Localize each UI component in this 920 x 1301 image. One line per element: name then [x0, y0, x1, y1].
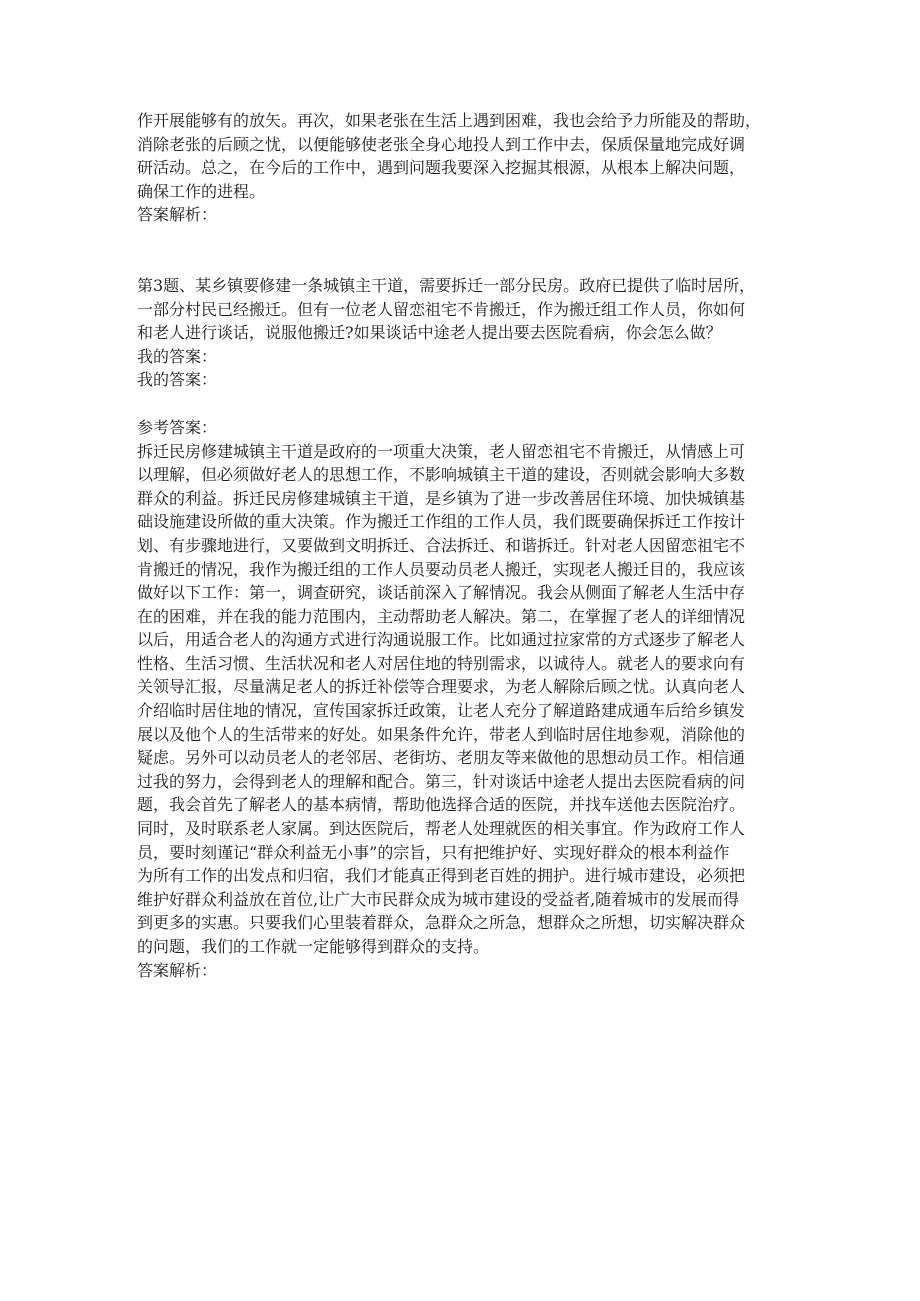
answer-line: 划、有步骤地进行，又要做到文明拆迁、合法拆迁、和谐拆迁。针对老人因留恋祖宅不	[137, 535, 746, 555]
answer-line: 以理解，但必须做好老人的思想工作，不影响城镇主干道的建设，否则就会影响大多数	[137, 465, 746, 485]
answer-line: 为所有工作的出发点和归宿，我们才能真正得到老百姓的拥护。进行城市建设，必须把	[137, 866, 746, 886]
previous-answer-text	[137, 109, 787, 203]
answer-line: 介绍临时居住地的情况，宣传国家拆迁政策，让老人充分了解道路建成通车后给乡镇发	[137, 701, 746, 721]
section-gap	[137, 227, 787, 274]
answer-line: 础设施建设所做的重大决策。作为搬迁工作组的工作人员，我们既要确保拆迁工作按计	[137, 512, 746, 532]
answer-line: 以后，用适合老人的沟通方式进行沟通说服工作。比如通过拉家常的方式逐步了解老人	[137, 630, 746, 650]
answer-line: 做好以下工作：第一，调查研究，谈话前深入了解情况。我会从侧面了解老人生活中存	[137, 583, 746, 603]
answer-line: 维护好群众利益放在首位,让广大市民群众成为城市建设的受益者,随着城市的发展而得	[137, 889, 740, 909]
text-line: 研活动。总之，在今后的工作中，遇到问题我要深入挖掘其根源，从根本上解决问题，	[137, 158, 746, 178]
answer-line: 性格、生活习惯、生活状况和老人对居住地的特别需求，以诚待人。就老人的要求向有	[137, 653, 746, 673]
answer-line: 关领导汇报，尽量满足老人的拆迁补偿等合理要求，为老人解除后顾之忧。认真向老人	[137, 677, 746, 697]
question-line: 和老人进行谈话，说服他搬迁?如果谈话中途老人提出要去医院看病，你会怎么做？	[137, 323, 722, 343]
page-content	[137, 109, 787, 982]
question-line: 一部分村民已经搬迁。但有一位老人留恋祖宅不肯搬迁，作为搬迁组工作人员，你如何	[137, 299, 746, 319]
answer-analysis-label: 答案解析：	[137, 205, 218, 225]
my-answer-label: 我的答案：	[137, 346, 218, 366]
text-line: 消除老张的后顾之忧，以便能够使老张全身心地投人到工作中去，保质保量地完成好调	[137, 134, 746, 154]
answer-line: 展以及他个人的生活带来的好处。如果条件允许，带老人到临时居住地参观，消除他的	[137, 724, 746, 744]
reference-answer-label: 参考答案：	[137, 417, 218, 437]
answer-line: 题，我会首先了解老人的基本病情，帮助他选择合适的医院，并找车送他去医院治疗。	[137, 795, 746, 815]
answer-analysis-label: 答案解析：	[137, 960, 218, 980]
text-line: 确保工作的进程。	[137, 181, 266, 201]
text-line: 作开展能够有的放矢。再次，如果老张在生活上遇到困难，我也会给予力所能及的帮助，	[137, 111, 762, 130]
my-answer-label: 我的答案：	[137, 370, 218, 390]
answer-line: 群众的利益。拆迁民房修建城镇主干道，是乡镇为了进一步改善居住环境、加快城镇基	[137, 488, 746, 508]
answer-line: 过我的努力，会得到老人的理解和配合。第三，针对谈话中途老人提出去医院看病的问	[137, 771, 746, 791]
answer-line: 员，要时刻谨记“群众利益无小事”的宗旨，只有把维护好、实现好群众的根本利益作	[137, 842, 730, 862]
question-3-text	[137, 274, 787, 345]
answer-line: 的问题，我们的工作就一定能够得到群众的支持。	[137, 937, 490, 956]
answer-line: 在的困难，并在我的能力范围内，主动帮助老人解决。第二，在掌握了老人的详细情况	[137, 606, 746, 626]
section-gap	[137, 392, 787, 416]
answer-line: 同时，及时联系老人家属。到达医院后，帮老人处理就医的相关事宜。作为政府工作人	[137, 819, 746, 839]
question-line: 第3题、某乡镇要修建一条城镇主干道，需要拆迁一部分民房。政府已提供了临时居所，	[137, 275, 756, 295]
reference-answer-text	[137, 440, 787, 959]
answer-line: 拆迁民房修建城镇主干道是政府的一项重大决策，老人留恋祖宅不肯搬迁，从情感上可	[137, 441, 746, 461]
answer-line: 肯搬迁的情况，我作为搬迁组的工作人员要动员老人搬迁，实现老人搬迁目的，我应该	[137, 559, 746, 579]
answer-line: 到更多的实惠。只要我们心里装着群众，急群众之所急，想群众之所想，切实解决群众	[137, 913, 746, 933]
answer-line: 疑虑。另外可以动员老人的老邻居、老街坊、老朋友等来做他的思想动员工作。相信通	[137, 748, 746, 768]
